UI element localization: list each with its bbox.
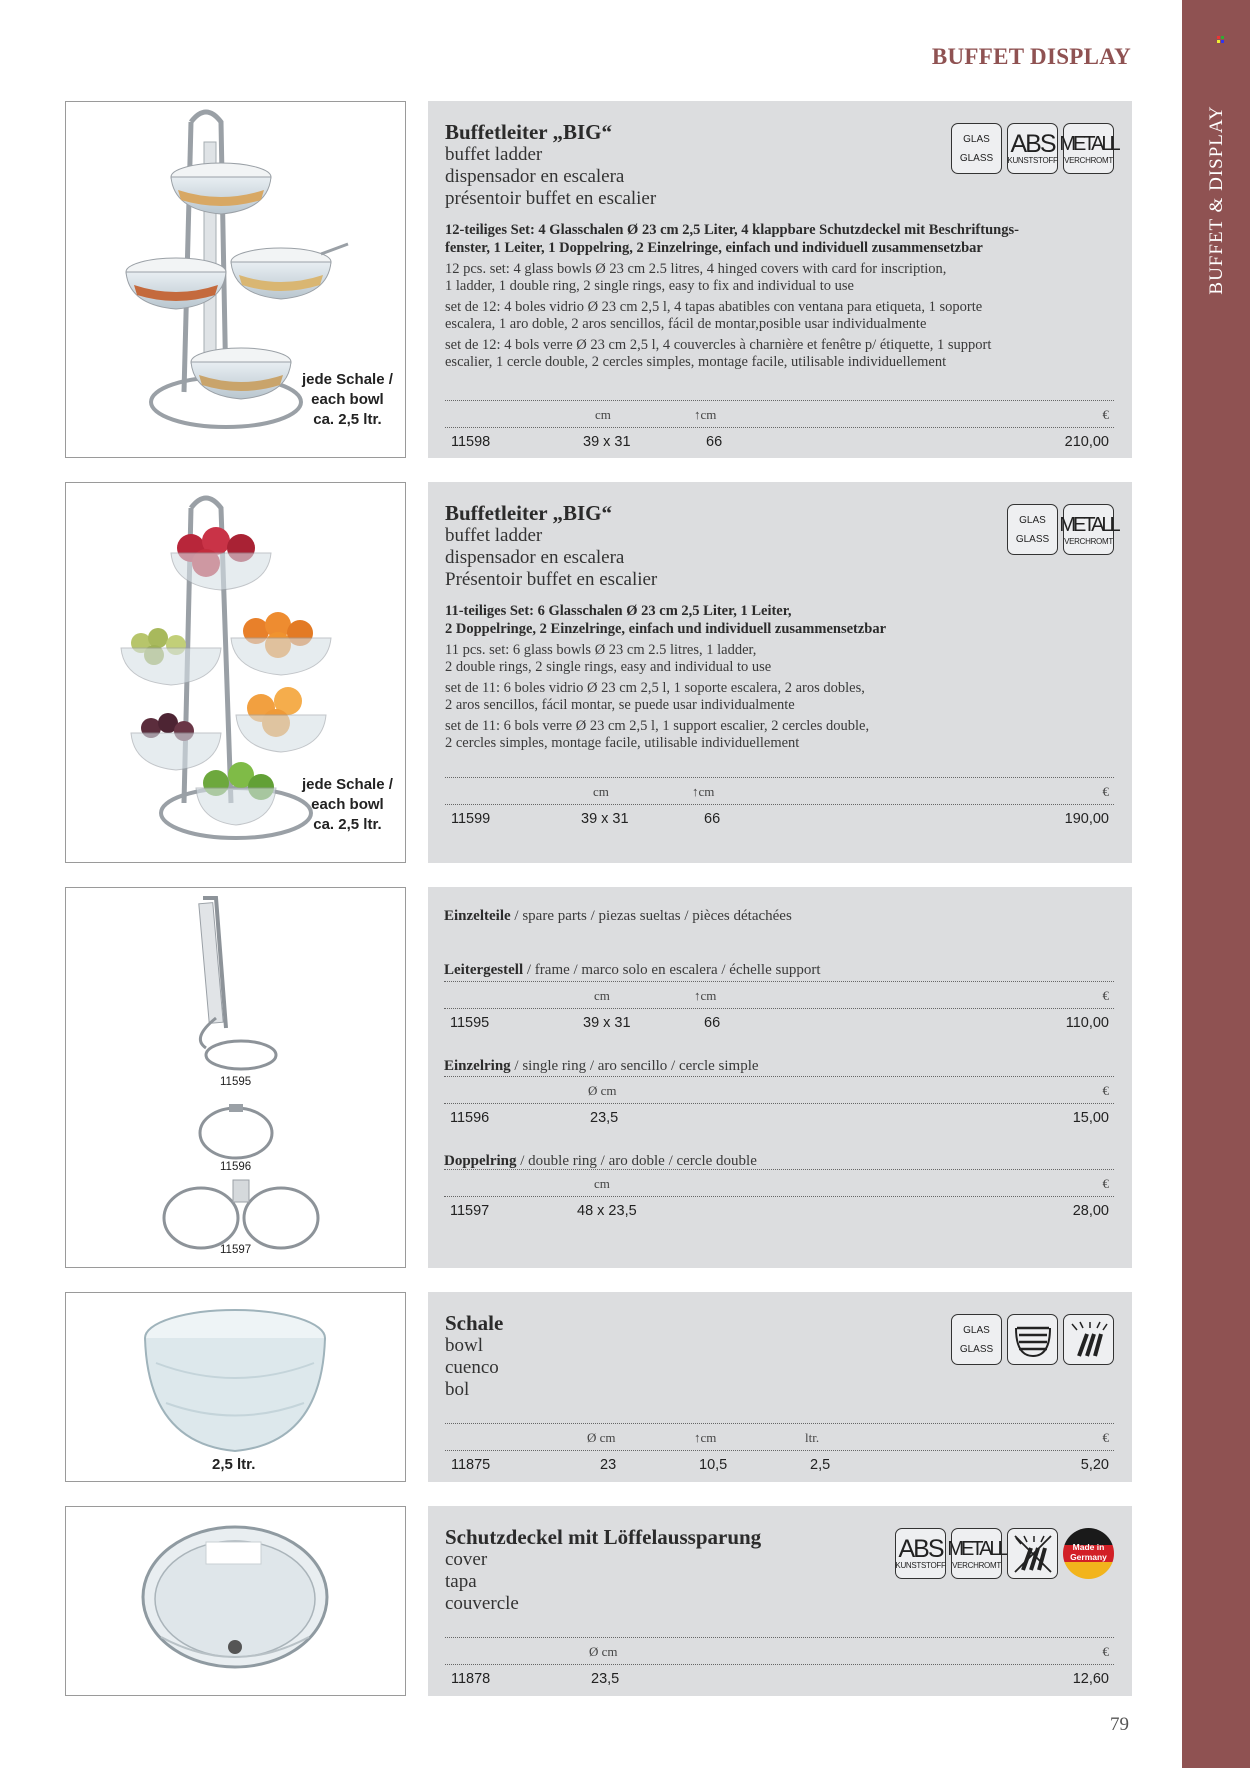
metal-chrome-badge-icon: METALL VERCHROMT [1063, 504, 1114, 555]
product-card-11599 [428, 482, 1132, 863]
desc-fr: set de 11: 6 bols verre Ø 23 cm 2,5 l, 1 support escalier, 2 cercles double, 2 cercles simples, montage facile, utilisable individuellement [445, 718, 870, 751]
spare-parts-title: Einzelteile / spare parts / piezas sueltas / pièces détachées [444, 908, 792, 924]
page-number: 79 [1110, 1714, 1129, 1735]
not-dishwasher-safe-icon [1007, 1528, 1058, 1579]
glass-bowl-illustration [66, 1293, 405, 1481]
title-es: tapa [445, 1571, 477, 1592]
spec-header: Ø cm ↑cm ltr. € [445, 1423, 1114, 1451]
title-es: dispensador en escalera [445, 547, 625, 568]
title-fr: Présentoir buffet en escalier [445, 569, 658, 590]
title-fr: présentoir buffet en escalier [445, 188, 657, 209]
label-11596: 11596 [220, 1161, 252, 1173]
desc-es: set de 12: 4 boles vidrio Ø 23 cm 2,5 l, 4 tapas abatibles con ventana para etiqueta, 1 soporte escalera, 1 aro doble, 2 aros sencillos, fácil de montar,posible usar individualmente [445, 299, 983, 332]
title-de: Buffetleiter „BIG“ [445, 501, 612, 525]
glass-badge-icon: GLAS GLASS [1007, 504, 1058, 555]
desc-de: 11-teiliges Set: 6 Glasschalen Ø 23 cm 2,5 Liter, 1 Leiter, 2 Doppelringe, 2 Einzelringe, einfach und individuell zusammensetzbar [445, 603, 887, 637]
page-header: BUFFET DISPLAY [931, 44, 1131, 69]
desc-en: 12 pcs. set: 4 glass bowls Ø 23 cm 2.5 litres, 4 hinged covers with card for inscription, 1 ladder, 1 double ring, 2 single rings, easy to fix and individual to use [445, 261, 947, 294]
material-badges [951, 123, 1118, 174]
height-arrow-icon: ↑ [694, 1430, 701, 1445]
title-en: buffet ladder [445, 144, 543, 165]
title-es: cuenco [445, 1357, 499, 1378]
color-mark [1217, 36, 1225, 44]
title-fr: couvercle [445, 1593, 519, 1614]
material-badges [1007, 504, 1118, 555]
spec-table [445, 1637, 1114, 1693]
spec-row: 11875 23 10,5 2,5 5,20 [451, 1457, 1109, 1473]
glass-badge-icon: GLAS GLASS [951, 1314, 1002, 1365]
single-ring-spec-table: Ø cm € 11596 23,5 15,00 [444, 1076, 1114, 1132]
product-card-11878 [428, 1506, 1132, 1696]
title-de: Buffetleiter „BIG“ [445, 120, 612, 144]
bowl-image [65, 1292, 406, 1482]
desc-de: 12-teiliges Set: 4 Glasschalen Ø 23 cm 2,5 Liter, 4 klappbare Schutzdeckel mit Beschriftungs- fenster, 1 Leiter, 1 Doppelring, 2 Einzelringe, einfach und individuell zusammensetzbar [445, 222, 1019, 256]
spec-row: 11598 39 x 31 66 210,00 [451, 434, 1109, 450]
spec-table [445, 1423, 1114, 1479]
double-ring-spec-table: cm € 11597 48 x 23,5 28,00 [444, 1169, 1114, 1225]
title-fr: bol [445, 1379, 470, 1400]
product-titles [445, 1526, 761, 1615]
material-badges [951, 1314, 1114, 1365]
title-en: bowl [445, 1335, 483, 1356]
product-titles [445, 121, 656, 210]
desc-es: set de 11: 6 boles vidrio Ø 23 cm 2,5 l, 1 soporte escalera, 2 aros dobles, 2 aros sencillos, fácil montar, se puede usar individualmente [445, 680, 865, 713]
spec-row: 11878 23,5 12,60 [451, 1671, 1109, 1687]
cover-image [65, 1506, 406, 1696]
bowl-capacity-caption: 2,5 ltr. [212, 1456, 256, 1473]
spec-table [445, 400, 1114, 456]
label-11595: 11595 [220, 1076, 252, 1088]
spec-row: 11599 39 x 31 66 190,00 [451, 811, 1109, 827]
title-de: Schale [445, 1311, 504, 1335]
product-card-11598 [428, 101, 1132, 458]
side-label: BUFFET & DISPLAY [1206, 105, 1227, 295]
frame-title: Leitergestell / frame / marco solo en escalera / échelle support [444, 962, 821, 978]
dishwasher-safe-icon [1063, 1314, 1114, 1365]
metal-chrome-badge-icon: METALL VERCHROMT [951, 1528, 1002, 1579]
product-titles [445, 1312, 503, 1401]
abs-plastic-badge-icon: ABS KUNSTSTOFF [1007, 123, 1058, 174]
height-arrow-icon: ↑ [694, 407, 701, 422]
made-in-germany-icon: Made in Germany [1063, 1528, 1114, 1579]
stackable-icon [1007, 1314, 1058, 1365]
cover-bowl-illustration [66, 1507, 405, 1695]
label-11597: 11597 [220, 1244, 252, 1256]
height-arrow-icon: ↑ [694, 988, 701, 1003]
title-en: buffet ladder [445, 525, 543, 546]
material-badges [895, 1528, 1114, 1579]
spec-table [445, 777, 1114, 833]
bowl-capacity-caption: jede Schale / each bowl ca. 2,5 ltr. [302, 371, 393, 428]
height-arrow-icon: ↑ [692, 784, 699, 799]
spec-header: cm ↑cm € [445, 400, 1114, 428]
product-card-11875 [428, 1292, 1132, 1482]
title-en: cover [445, 1549, 488, 1570]
title-es: dispensador en escalera [445, 166, 625, 187]
title-de: Schutzdeckel mit Löffelaussparung [445, 1525, 762, 1549]
spec-header: Ø cm € [445, 1637, 1114, 1665]
desc-en: 11 pcs. set: 6 glass bowls Ø 23 cm 2.5 litres, 1 ladder, 2 double rings, 2 single rings, easy and individual to use [445, 642, 772, 675]
double-ring-title: Doppelring / double ring / aro doble / cercle double [444, 1153, 757, 1169]
desc-fr: set de 12: 4 bols verre Ø 23 cm 2,5 l, 4 couvercles à charnière et fenêtre p/ étiquette, 1 support escalier, 1 cercle double, 2 cercles simples, montage facile, utilisable individuellement [445, 337, 992, 370]
product-description [445, 221, 1122, 371]
abs-plastic-badge-icon: ABS KUNSTSTOFF [895, 1528, 946, 1579]
metal-chrome-badge-icon: METALL VERCHROMT [1063, 123, 1114, 174]
product-description [445, 602, 1122, 752]
product-titles [445, 502, 657, 591]
bowl-capacity-caption-2: jede Schale / each bowl ca. 2,5 ltr. [302, 776, 393, 833]
spec-header: cm ↑cm € [445, 777, 1114, 805]
glass-badge-icon: GLAS GLASS [951, 123, 1002, 174]
single-ring-title: Einzelring / single ring / aro sencillo / cercle simple [444, 1058, 759, 1074]
frame-spec-table: cm ↑cm € 11595 39 x 31 66 110,00 [444, 981, 1114, 1037]
spare-parts-card [428, 887, 1132, 1268]
